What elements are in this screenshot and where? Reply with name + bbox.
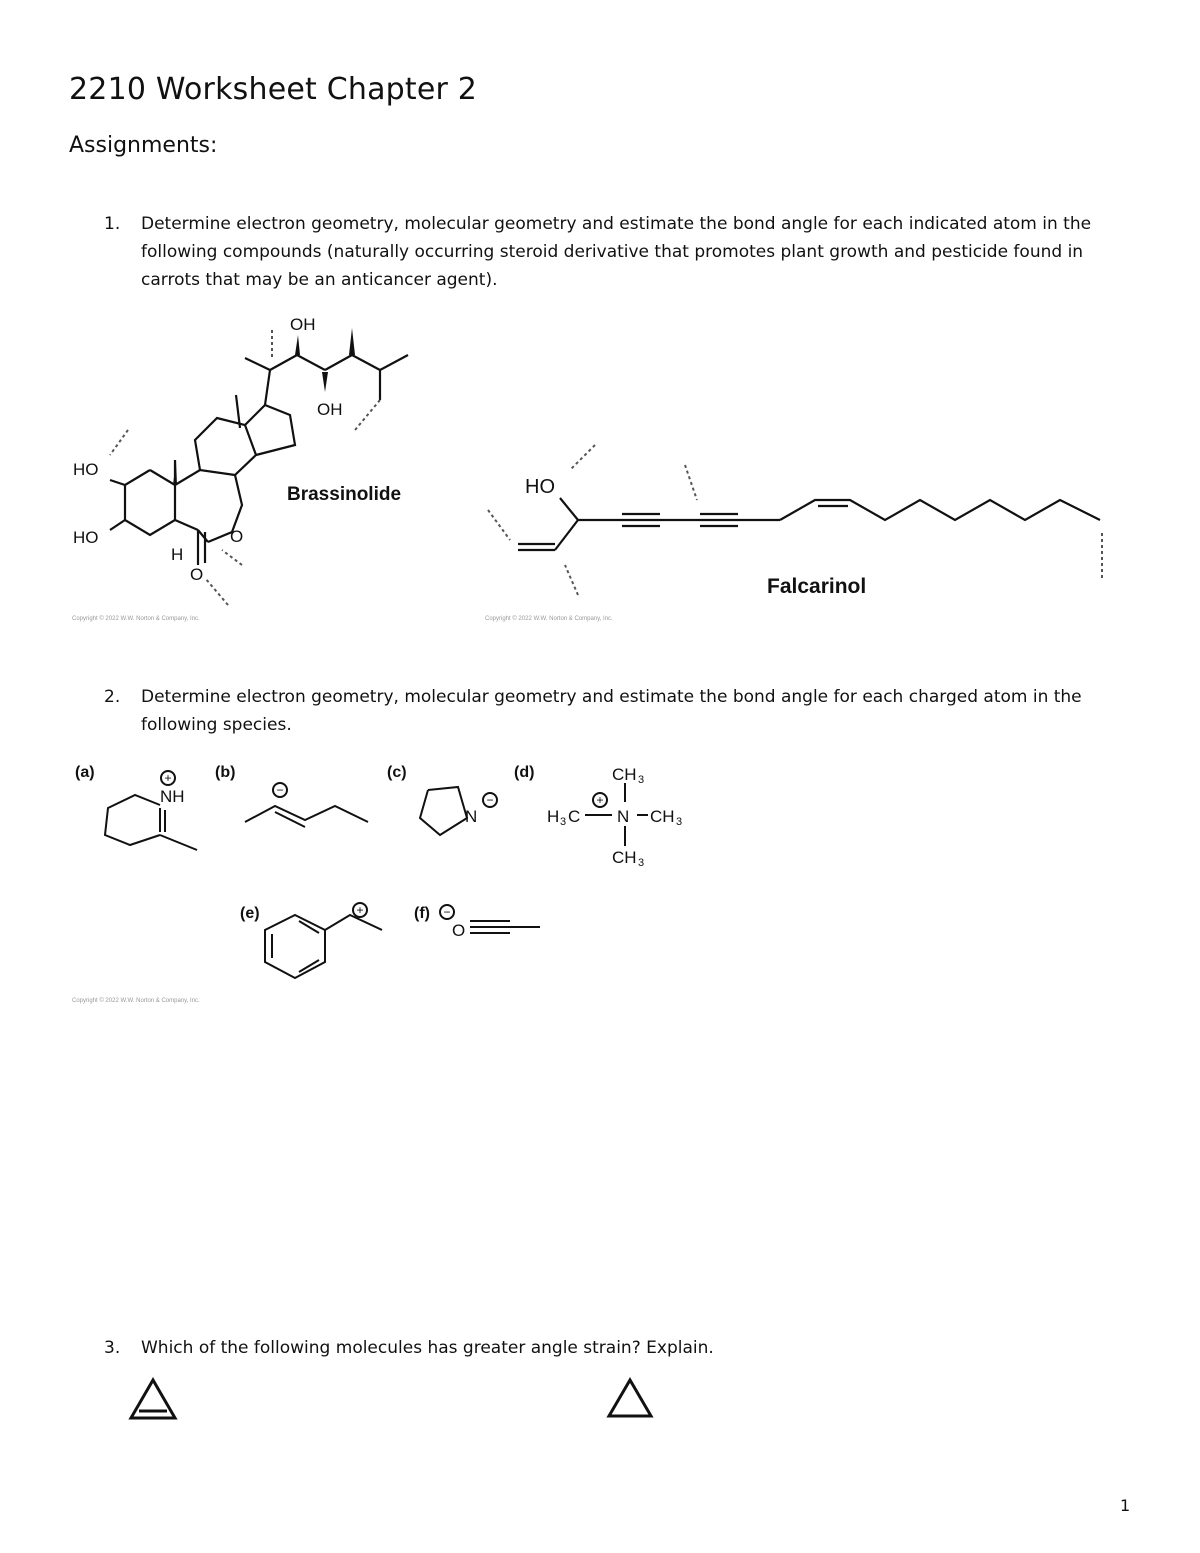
section-heading: Assignments:: [69, 133, 218, 158]
minus-charge: −: [486, 793, 494, 807]
h3c-label: C: [568, 807, 581, 826]
brassinolide-structure: [110, 355, 408, 565]
cyclopropane-structure: [609, 1380, 651, 1416]
part-d-label: (d): [514, 764, 535, 781]
copyright-note: Copyright © 2022 W.W. Norton & Company, Inc.: [485, 616, 613, 622]
minus-charge: −: [276, 783, 284, 797]
n-label: N: [465, 807, 478, 826]
ch3-label: CH: [650, 807, 675, 826]
copyright-note: Copyright © 2022 W.W. Norton & Company, Inc.: [72, 998, 200, 1004]
subscript-3: 3: [676, 816, 683, 828]
page-number: 1: [1120, 1496, 1131, 1515]
falcarinol-name: Falcarinol: [767, 575, 867, 598]
minus-charge: −: [443, 905, 451, 919]
h3c-label: H: [547, 807, 560, 826]
indicator-arrows: [110, 330, 1102, 605]
subscript-3: 3: [638, 774, 645, 786]
question-number: 2.: [104, 687, 121, 707]
figure-angle-strain: [0, 1370, 1200, 1430]
oh-label: OH: [317, 400, 343, 419]
falcarinol-structure: [518, 498, 1100, 550]
page-title: 2210 Worksheet Chapter 2: [69, 72, 478, 107]
oh-label: OH: [290, 315, 316, 334]
species-structures: [105, 771, 648, 978]
part-labels: [75, 764, 534, 922]
ch3-label: CH: [612, 765, 637, 784]
question-number: 1.: [104, 214, 121, 234]
nh-label: NH: [160, 787, 185, 806]
copyright-note: Copyright © 2022 W.W. Norton & Company, Inc.: [72, 616, 200, 622]
figure-charged-species: [0, 750, 1200, 1020]
plus-charge: +: [164, 771, 172, 785]
ho-label: HO: [525, 476, 555, 498]
h-label: H: [171, 545, 184, 564]
n-label: N: [617, 807, 630, 826]
plus-charge: +: [356, 903, 364, 917]
o-label: O: [230, 527, 244, 546]
question-text: Which of the following molecules has greater angle strain? Explain.: [141, 1338, 714, 1358]
o-label: O: [452, 921, 466, 940]
subscript-3: 3: [638, 857, 645, 869]
part-f-label: (f): [414, 905, 430, 922]
question-text: Determine electron geometry, molecular geometry and estimate the bond angle for each charged atom in the following species.: [141, 687, 1082, 735]
part-c-label: (c): [387, 764, 407, 781]
o-label: O: [190, 565, 204, 584]
charge-symbols: [164, 771, 603, 919]
ch3-label: CH: [612, 848, 637, 867]
part-e-label: (e): [240, 905, 260, 922]
brassinolide-name: Brassinolide: [287, 484, 402, 505]
subscript-3: 3: [560, 816, 567, 828]
part-b-label: (b): [215, 764, 236, 781]
plus-charge: +: [596, 793, 604, 807]
cyclopropene-structure: [131, 1380, 175, 1418]
question-number: 3.: [104, 1338, 121, 1358]
part-a-label: (a): [75, 764, 95, 781]
figure-brassinolide-falcarinol: [0, 0, 1200, 640]
ho-label: HO: [73, 528, 99, 547]
question-text: Determine electron geometry, molecular geometry and estimate the bond angle for each indicated atom in the following compounds (naturally occurring steroid derivative that promotes plant growth and pesticide found in carrots that may be an anticancer agent).: [141, 214, 1092, 290]
ho-label: HO: [73, 460, 99, 479]
